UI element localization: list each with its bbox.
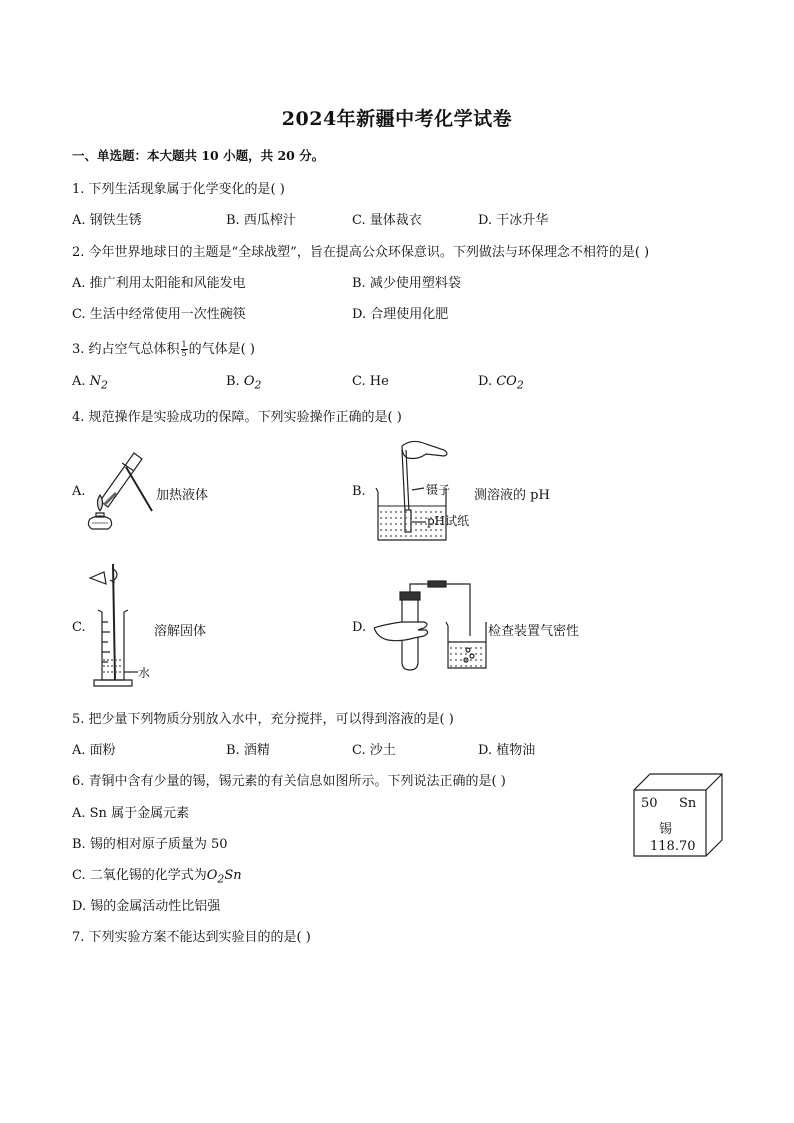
section-heading: 一、单选题：本大题共 10 小题，共 20 分。 [72,148,325,163]
q3-stem-after: 的气体是( ) [188,342,255,357]
question-2-stem: 2. 今年世界地球日的主题是“全球战塑”，旨在提高公众环保意识。下列做法与环保理念不相符的是( ) [72,245,650,260]
q5-option-d[interactable]: D. 植物油 [478,743,536,758]
q3-stem-before: 3. 约占空气总体积 [72,342,180,357]
formula-o2sn-tail: Sn [224,868,242,883]
q2-option-c[interactable]: C. 生活中经常使用一次性碗筷 [72,307,246,322]
q3-option-a[interactable] [72,374,108,392]
q6-option-b[interactable]: B. 锡的相对原子质量为 50 [72,837,228,852]
q3-option-b[interactable] [226,374,261,392]
formula-o2-sub: 2 [254,378,262,392]
q3-option-c[interactable]: C. He [352,374,389,389]
question-1-stem: 1. 下列生活现象属于化学变化的是( ) [72,182,285,197]
q3-option-d[interactable] [478,374,524,392]
q1-option-c[interactable]: C. 量体裁衣 [352,213,422,228]
question-3-stem [72,338,255,358]
page-title: 2024年新疆中考化学试卷 [281,108,513,130]
formula-n2: N [89,374,102,389]
label-water: 水 [138,666,151,680]
formula-o2: O [243,374,255,389]
label-dissolve-solid: 溶解固体 [154,624,207,639]
q6-option-c[interactable] [72,864,242,886]
q5-option-c[interactable]: C. 沙土 [352,743,396,758]
formula-co2-sub: 2 [516,378,524,392]
question-6-stem: 6. 青铜中含有少量的锡，锡元素的有关信息如图所示。下列说法正确的是( ) [72,774,506,789]
q5-option-b[interactable]: B. 酒精 [226,743,270,758]
fraction-denominator: 5 [181,349,187,358]
q1-option-b[interactable]: B. 西瓜榨汁 [226,213,296,228]
fraction-one-fifth [181,341,188,358]
q3-option-b-letter: B. [226,374,240,389]
q6-option-a[interactable]: A. Sn 属于金属元素 [72,806,190,821]
dissolve-solid-diagram [86,562,146,692]
formula-o2sn-sub: 2 [217,872,225,886]
check-airtightness-diagram [370,578,490,672]
label-heating-liquid: 加热液体 [156,488,209,503]
question-4-stem: 4. 规范操作是实验成功的保障。下列实验操作正确的是( ) [72,410,402,425]
label-tweezers: 镊子 [426,483,451,497]
q1-option-d[interactable]: D. 干冰升华 [478,213,549,228]
formula-co2: CO [496,374,517,389]
q4-option-d[interactable]: D. [352,620,367,635]
q3-option-a-letter: A. [72,374,86,389]
q2-option-a[interactable]: A. 推广利用太阳能和风能发电 [72,276,246,291]
label-check-airtightness: 检查装置气密性 [488,624,580,639]
element-name: 锡 [659,822,673,837]
q6-option-d[interactable]: D. 锡的金属活动性比铝强 [72,899,221,914]
label-measure-ph: 测溶液的 pH [474,488,550,503]
heating-liquid-diagram [82,445,156,530]
q1-option-a[interactable]: A. 钢铁生锈 [72,213,142,228]
q4-option-a[interactable]: A. [72,484,86,499]
question-7-stem: 7. 下列实验方案不能达到实验目的的是( ) [72,930,311,945]
label-ph-paper: pH试纸 [427,514,470,528]
element-symbol: Sn [679,796,697,811]
formula-n2-sub: 2 [101,378,108,392]
formula-o2sn: O [206,868,218,883]
element-atomic-mass: 118.70 [650,839,696,854]
question-5-stem: 5. 把少量下列物质分别放入水中，充分搅拌，可以得到溶液的是( ) [72,712,454,727]
q5-option-a[interactable]: A. 面粉 [72,743,116,758]
q4-option-c[interactable]: C. [72,620,86,635]
q4-option-b[interactable]: B. [352,484,366,499]
q2-option-b[interactable]: B. 减少使用塑料袋 [352,276,461,291]
q2-option-d[interactable]: D. 合理使用化肥 [352,307,449,322]
element-atomic-number: 50 [641,796,658,811]
q3-option-d-letter: D. [478,374,493,389]
fraction-numerator: 1 [181,340,187,349]
q6-option-c-text: C. 二氧化锡的化学式为 [72,868,207,883]
